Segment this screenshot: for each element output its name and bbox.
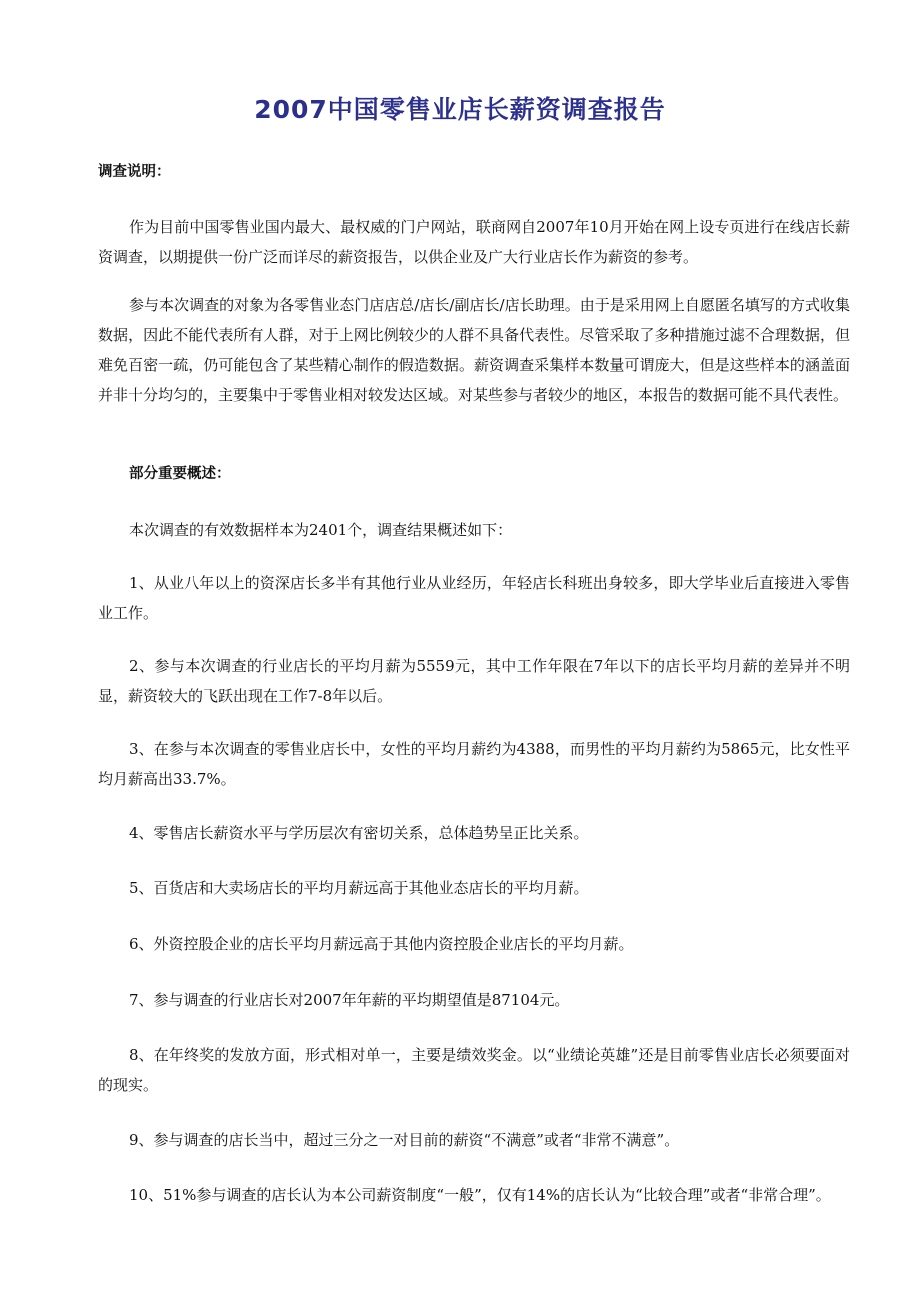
summary-item-3: 3、在参与本次调查的零售业店长中，女性的平均月薪约为4388，而男性的平均月薪约为5865元，比女性平均月薪高出33.7%。 [98,740,850,788]
summary-item-7: 7、参与调查的行业店长对2007年年薪的平均期望值是87104元。 [129,991,570,1009]
summary-intro: 本次调查的有效数据样本为2401个，调查结果概述如下： [129,521,513,539]
summary-item-10: 10、51%参与调查的店长认为本公司薪资制度“一般”，仅有14%的店长认为“比较合理”或者“非常合理”。 [129,1186,831,1204]
summary-item-1: 1、从业八年以上的资深店长多半有其他行业从业经历，年轻店长科班出身较多，即大学毕业后直接进入零售业工作。 [98,574,850,622]
summary-item-6: 6、外资控股企业的店长平均月薪远高于其他内资控股企业店长的平均月薪。 [129,935,634,953]
survey-notes-paragraph-2: 参与本次调查的对象为各零售业态门店店总/店长/副店长/店长助理。由于是采用网上自愿匿名填写的方式收集数据，因此不能代表所有人群，对于上网比例较少的人群不具备代表性。尽管采取了多种措施过滤不合理数据，但难免百密一疏，仍可能包含了某些精心制作的假造数据。薪资调查采集样本数量可谓庞大，但是这些样本的涵盖面并非十分均匀的，主要集中于零售业相对较发达区域。对某些参与者较少的地区，本报告的数据可能不具代表性。 [98,296,850,404]
section-heading-key-summary: 部分重要概述： [129,466,231,482]
summary-item-2: 2、参与本次调查的行业店长的平均月薪为5559元，其中工作年限在7年以下的店长平均月薪的差异并不明显，薪资较大的飞跃出现在工作7-8年以后。 [98,657,850,705]
report-title: 2007中国零售业店长薪资调查报告 [254,95,666,124]
summary-item-8: 8、在年终奖的发放方面，形式相对单一，主要是绩效奖金。以“业绩论英雄”还是目前零售业店长必须要面对的现实。 [98,1046,850,1094]
summary-item-5: 5、百货店和大卖场店长的平均月薪远高于其他业态店长的平均月薪。 [129,879,589,897]
survey-notes-paragraph-1: 作为目前中国零售业国内最大、最权威的门户网站，联商网自2007年10月开始在网上设专页进行在线店长薪资调查，以期提供一份广泛而详尽的薪资报告，以供企业及广大行业店长作为薪资的参考。 [98,218,850,266]
summary-item-4: 4、零售店长薪资水平与学历层次有密切关系，总体趋势呈正比关系。 [129,824,589,842]
summary-item-9: 9、参与调查的店长当中，超过三分之一对目前的薪资“不满意”或者“非常不满意”。 [129,1131,680,1149]
section-heading-survey-notes: 调查说明： [98,164,171,180]
